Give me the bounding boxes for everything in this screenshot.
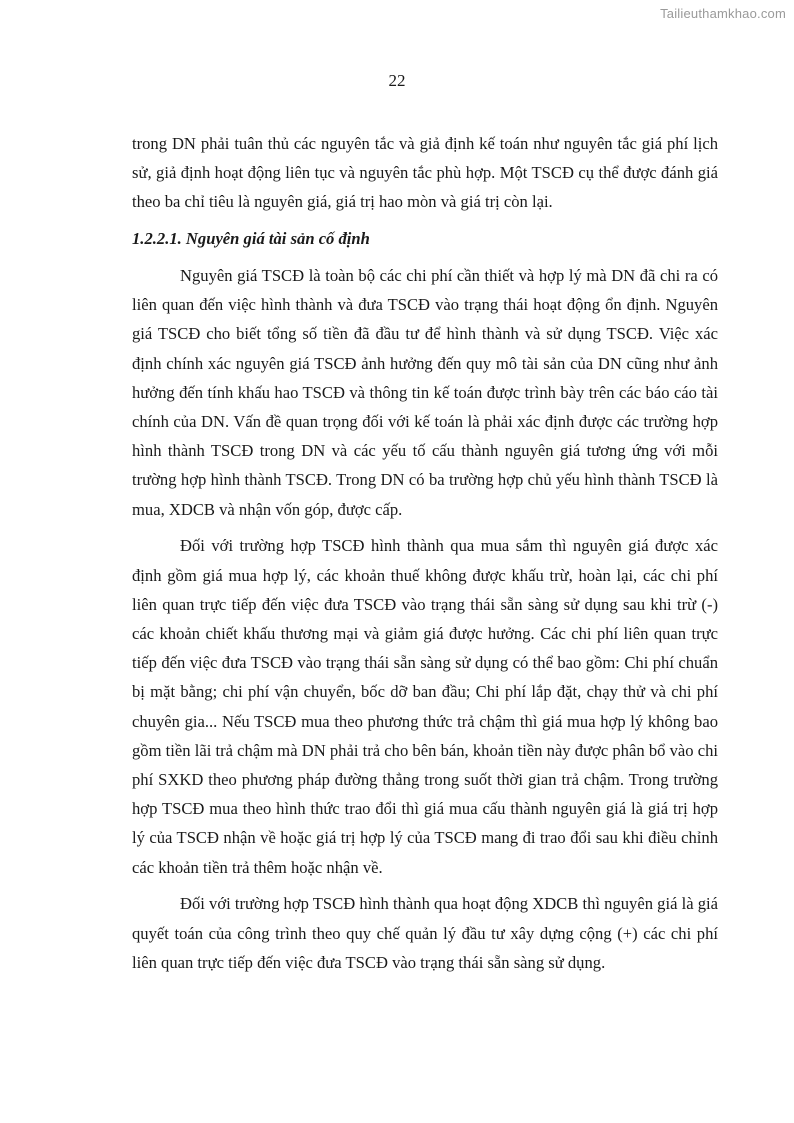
page-number: 22 — [388, 71, 406, 90]
section-heading: 1.2.2.1. Nguyên giá tài sản cố định — [132, 229, 370, 249]
document-body — [132, 129, 718, 985]
paragraph-definition: Nguyên giá TSCĐ là toàn bộ các chi phí cần thiết và hợp lý mà DN đã chi ra có liên quan đến việc hình thành và đưa TSCĐ vào trạng thái hoạt động ổn định. Nguyên giá TSCĐ cho biết tổng số tiền đã đầu tư để hình thành và sử dụng TSCĐ. Việc xác định chính xác nguyên giá TSCĐ ảnh hưởng đến quy mô tài sản của DN cũng như ảnh hưởng đến tính khấu hao TSCĐ và thông tin kế toán được trình bày trên các báo cáo tài chính của DN. Vấn đề quan trọng đối với kế toán là phải xác định được các trường hợp hình thành TSCĐ trong DN và các yếu tố cấu thành nguyên giá tương ứng với mỗi trường hợp hình thành TSCĐ. Trong DN có ba trường hợp chủ yếu hình thành TSCĐ là mua, XDCB và nhận vốn góp, được cấp. — [132, 266, 718, 519]
paragraph-purchase: Đối với trường hợp TSCĐ hình thành qua mua sắm thì nguyên giá được xác định gồm giá mua hợp lý, các khoản thuế không được khấu trừ, hoàn lại, các chi phí liên quan trực tiếp đến việc đưa TSCĐ vào trạng thái sẵn sàng sử dụng sau khi trừ (-) các khoản chiết khấu thương mại và giảm giá được hưởng. Các chi phí liên quan trực tiếp đến việc đưa TSCĐ vào trạng thái sẵn sàng sử dụng có thể bao gồm: Chi phí chuẩn bị mặt bằng; chi phí vận chuyển, bốc dỡ ban đầu; Chi phí lắp đặt, chạy thử và chi phí chuyên gia... Nếu TSCĐ mua theo phương thức trả chậm thì giá mua hợp lý không bao gồm tiền lãi trả chậm mà DN phải trả cho bên bán, khoản tiền này được phân bổ vào chi phí SXKD theo phương pháp đường thẳng trong suốt thời gian trả chậm. Trong trường hợp TSCĐ mua theo hình thức trao đổi thì giá mua cấu thành nguyên giá là giá trị hợp lý của TSCĐ nhận về hoặc giá trị hợp lý của TSCĐ mang đi trao đổi sau khi điều chỉnh các khoản tiền trả thêm hoặc nhận về. — [132, 536, 718, 877]
paragraph-continuation: trong DN phải tuân thủ các nguyên tắc và giả định kế toán như nguyên tắc giá phí lịch sử, giả định hoạt động liên tục và nguyên tắc phù hợp. Một TSCĐ cụ thể được đánh giá theo ba chỉ tiêu là nguyên giá, giá trị hao mòn và giá trị còn lại. — [132, 134, 718, 212]
paragraph-construction: Đối với trường hợp TSCĐ hình thành qua hoạt động XDCB thì nguyên giá là giá quyết toán của công trình theo quy chế quản lý đầu tư xây dựng cộng (+) các chi phí liên quan trực tiếp đến việc đưa TSCĐ vào trạng thái sẵn sàng sử dụng. — [132, 894, 718, 972]
watermark-text: Tailieuthamkhao.com — [660, 6, 786, 21]
